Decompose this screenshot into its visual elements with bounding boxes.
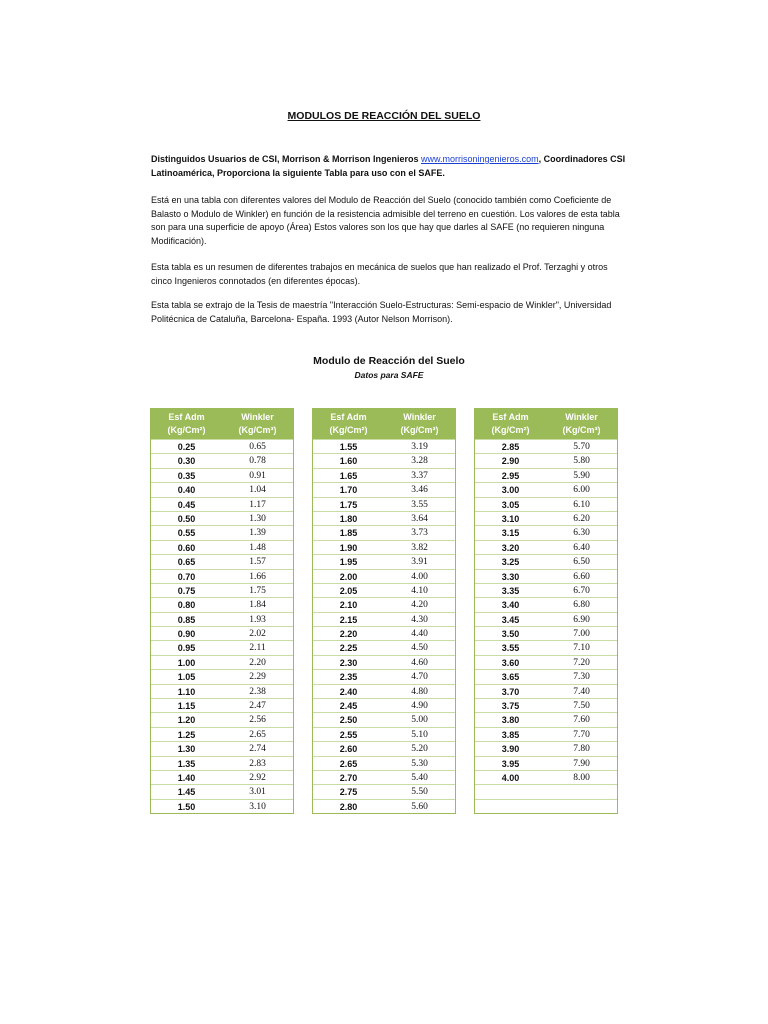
esf-adm-cell: 1.85 [339, 528, 358, 539]
winkler-cell: 6.80 [573, 600, 590, 611]
table-row [475, 583, 617, 597]
winkler-cell: 7.80 [573, 744, 590, 755]
winkler-cell: 4.80 [411, 686, 428, 697]
winkler-cell: 5.20 [411, 744, 428, 755]
table-row [475, 640, 617, 654]
table-row [313, 669, 455, 683]
table-row [313, 799, 455, 813]
winkler-cell: 5.40 [411, 772, 428, 783]
summary-paragraph: Esta tabla es un resumen de diferentes trabajos en mecánica de suelos que han realizado el Prof. Terzaghi y otros cinco Ingenieros connotados (en diferentes épocas). [151, 262, 608, 286]
esf-adm-cell: 3.85 [501, 729, 520, 740]
table-row [151, 482, 293, 496]
esf-adm-cell: 2.90 [501, 456, 520, 467]
winkler-cell: 1.04 [249, 485, 266, 496]
header-winkler [546, 409, 617, 439]
table-row [151, 453, 293, 467]
table-subtitle: Datos para SAFE [354, 370, 424, 380]
table-row [313, 727, 455, 741]
table-row [475, 569, 617, 583]
table-row [151, 569, 293, 583]
winkler-cell: 3.73 [411, 528, 428, 539]
table-row [475, 612, 617, 626]
table-row [151, 540, 293, 554]
esf-adm-cell: 0.80 [177, 600, 196, 611]
header-winkler-unit: (Kg/Cm³) [238, 425, 277, 435]
table-row [151, 698, 293, 712]
header-winkler-label: Winkler [403, 412, 436, 422]
winkler-cell: 7.60 [573, 715, 590, 726]
esf-adm-cell: 2.25 [339, 643, 358, 654]
winkler-cell: 3.55 [411, 499, 428, 510]
esf-adm-cell: 3.95 [501, 758, 520, 769]
table-row [151, 640, 293, 654]
table-row [475, 453, 617, 467]
esf-adm-cell: 2.10 [339, 600, 358, 611]
header-esf-label: Esf Adm [492, 412, 529, 422]
winkler-cell: 6.90 [573, 614, 590, 625]
table-row [313, 554, 455, 568]
table-row [313, 569, 455, 583]
winkler-cell: 4.00 [411, 571, 428, 582]
table-row [313, 583, 455, 597]
header-esf-label: Esf Adm [168, 412, 205, 422]
table-row [151, 770, 293, 784]
esf-adm-cell: 1.45 [177, 787, 196, 798]
table-row [313, 756, 455, 770]
table-row [475, 741, 617, 755]
winkler-cell: 2.11 [249, 643, 266, 654]
esf-adm-cell: 3.65 [501, 672, 520, 683]
winkler-cell: 5.10 [411, 729, 428, 740]
winkler-cell: 2.65 [249, 729, 266, 740]
winkler-cell: 2.38 [249, 686, 266, 697]
esf-adm-cell: 2.35 [339, 672, 358, 683]
esf-adm-cell: 0.25 [177, 442, 196, 452]
winkler-cell: 5.70 [573, 442, 590, 452]
table-row [475, 468, 617, 482]
esf-adm-cell: 2.15 [339, 614, 358, 625]
winkler-cell: 7.20 [573, 657, 590, 668]
esf-adm-cell: 3.60 [501, 657, 520, 668]
esf-adm-cell: 0.50 [177, 513, 196, 524]
table-row [151, 712, 293, 726]
intro-text-end: , Coordinadores CSI Latinoamérica, Proporciona la siguiente Tabla para uso con el SAFE. [151, 154, 626, 178]
table-row [313, 626, 455, 640]
data-table-3 [474, 408, 618, 814]
winkler-cell: 4.20 [411, 600, 428, 611]
esf-adm-cell: 1.75 [339, 499, 358, 510]
esf-adm-cell: 2.75 [339, 787, 358, 798]
table-row [313, 482, 455, 496]
esf-adm-cell: 1.65 [339, 470, 358, 481]
table-row [313, 525, 455, 539]
esf-adm-cell [475, 785, 546, 798]
winkler-cell: 5.00 [411, 715, 428, 726]
winkler-cell: 1.39 [249, 528, 266, 539]
esf-adm-cell: 3.15 [501, 528, 520, 539]
table-row [475, 712, 617, 726]
table-row [151, 497, 293, 511]
esf-adm-cell: 2.40 [339, 686, 358, 697]
winkler-cell: 0.91 [249, 470, 266, 481]
header-esf-unit: (Kg/Cm²) [329, 425, 368, 435]
intro-paragraph [151, 153, 631, 180]
winkler-cell: 0.65 [249, 442, 266, 452]
document-title: MODULOS DE REACCIÓN DEL SUELO [287, 110, 481, 122]
table-row [313, 612, 455, 626]
esf-adm-cell: 0.40 [177, 485, 196, 496]
table-row [475, 540, 617, 554]
table-row [475, 684, 617, 698]
esf-adm-cell: 1.35 [177, 758, 196, 769]
winkler-cell: 4.90 [411, 701, 428, 712]
intro-text-start: Distinguidos Usuarios de CSI, Morrison & Morrison Ingenieros [151, 154, 422, 164]
esf-adm-cell: 3.25 [501, 557, 520, 568]
winkler-cell: 6.40 [573, 542, 590, 553]
winkler-cell: 3.28 [411, 456, 428, 467]
esf-adm-cell: 2.00 [339, 571, 358, 582]
esf-adm-cell: 3.55 [501, 643, 520, 654]
table-row [151, 597, 293, 611]
esf-adm-cell: 3.20 [501, 542, 520, 553]
winkler-cell: 4.50 [411, 643, 428, 654]
winkler-cell: 4.60 [411, 657, 428, 668]
winkler-cell: 5.30 [411, 758, 428, 769]
esf-adm-cell: 3.35 [501, 585, 520, 596]
table-row [151, 511, 293, 525]
table-row [475, 511, 617, 525]
winkler-cell: 6.20 [573, 513, 590, 524]
esf-adm-cell: 1.70 [339, 485, 358, 496]
table-row [151, 525, 293, 539]
table-row [151, 684, 293, 698]
table-row [313, 770, 455, 784]
table-row [151, 741, 293, 755]
esf-adm-cell: 4.00 [501, 772, 520, 783]
header-esf-unit: (Kg/Cm²) [491, 425, 530, 435]
winkler-cell: 2.74 [249, 744, 266, 755]
esf-adm-cell: 2.65 [339, 758, 358, 769]
table-row [313, 497, 455, 511]
table-row [151, 655, 293, 669]
winkler-cell: 7.50 [573, 701, 590, 712]
source-paragraph: Esta tabla se extrajo de la Tesis de maestría "Interacción Suelo-Estructuras: Semi-espacio de Winkler", Universidad Politécnica de Cataluña, Barcelona- España. 1993 (Autor Nelson Morrison). [151, 300, 612, 324]
esf-adm-cell [475, 800, 546, 813]
esf-adm-cell: 1.55 [339, 442, 358, 452]
table-row [475, 439, 617, 453]
winkler-cell: 3.82 [411, 542, 428, 553]
winkler-cell: 3.01 [249, 787, 266, 798]
esf-adm-cell: 2.45 [339, 701, 358, 712]
table-row [313, 597, 455, 611]
esf-adm-cell: 2.50 [339, 715, 358, 726]
winkler-cell: 7.40 [573, 686, 590, 697]
esf-adm-cell: 0.75 [177, 585, 196, 596]
table-row [313, 468, 455, 482]
table-row [475, 784, 617, 798]
esf-adm-cell: 3.05 [501, 499, 520, 510]
table-row [313, 439, 455, 453]
header-esf-adm [151, 409, 222, 439]
winkler-cell: 6.70 [573, 585, 590, 596]
esf-adm-cell: 2.30 [339, 657, 358, 668]
table-header [313, 409, 455, 439]
esf-adm-cell: 1.80 [339, 513, 358, 524]
table-row [313, 655, 455, 669]
esf-adm-cell: 1.60 [339, 456, 358, 467]
winkler-cell: 2.56 [249, 715, 266, 726]
esf-adm-cell: 3.50 [501, 629, 520, 640]
esf-adm-cell: 1.40 [177, 772, 196, 783]
esf-adm-cell: 3.30 [501, 571, 520, 582]
winkler-cell: 2.29 [249, 672, 266, 683]
winkler-cell: 2.02 [249, 629, 266, 640]
header-winkler-unit: (Kg/Cm³) [562, 425, 601, 435]
winkler-cell: 3.91 [411, 557, 428, 568]
table-row [475, 525, 617, 539]
esf-adm-cell: 3.80 [501, 715, 520, 726]
header-winkler [384, 409, 455, 439]
esf-adm-cell: 1.90 [339, 542, 358, 553]
winkler-cell: 8.00 [573, 772, 590, 783]
winkler-cell: 7.90 [573, 758, 590, 769]
esf-adm-cell: 3.45 [501, 614, 520, 625]
winkler-cell: 3.46 [411, 485, 428, 496]
winkler-cell: 4.40 [411, 629, 428, 640]
winkler-cell: 4.70 [411, 672, 428, 683]
esf-adm-cell: 2.55 [339, 729, 358, 740]
table-row [151, 583, 293, 597]
table-row [151, 727, 293, 741]
esf-adm-cell: 2.20 [339, 629, 358, 640]
table-row [475, 554, 617, 568]
esf-adm-cell: 3.70 [501, 686, 520, 697]
website-link[interactable]: www.morrisoningenieros.com [421, 154, 539, 164]
esf-adm-cell: 1.00 [177, 657, 196, 668]
table-row [313, 684, 455, 698]
table-row [475, 698, 617, 712]
table-row [475, 597, 617, 611]
winkler-cell: 2.20 [249, 657, 266, 668]
winkler-cell: 6.00 [573, 485, 590, 496]
data-table-2 [312, 408, 456, 814]
table-row [313, 453, 455, 467]
table-row [313, 540, 455, 554]
esf-adm-cell: 0.90 [177, 629, 196, 640]
winkler-cell: 2.83 [249, 758, 266, 769]
winkler-cell: 1.57 [249, 557, 266, 568]
winkler-cell: 5.60 [411, 801, 428, 812]
esf-adm-cell: 1.50 [177, 801, 196, 812]
table-row [313, 640, 455, 654]
winkler-cell: 3.64 [411, 513, 428, 524]
winkler-cell: 5.90 [573, 470, 590, 481]
esf-adm-cell: 1.95 [339, 557, 358, 568]
table-row [151, 669, 293, 683]
esf-adm-cell: 3.00 [501, 485, 520, 496]
winkler-cell: 6.10 [573, 499, 590, 510]
esf-adm-cell: 1.10 [177, 686, 196, 697]
esf-adm-cell: 1.05 [177, 672, 196, 683]
header-esf-adm [475, 409, 546, 439]
esf-adm-cell: 0.65 [177, 557, 196, 568]
winkler-cell: 7.00 [573, 629, 590, 640]
winkler-cell: 1.48 [249, 542, 266, 553]
winkler-cell: 1.17 [249, 499, 266, 510]
winkler-cell: 6.50 [573, 557, 590, 568]
table-row [151, 756, 293, 770]
table-row [475, 727, 617, 741]
table-row [151, 439, 293, 453]
esf-adm-cell: 1.25 [177, 729, 196, 740]
winkler-cell: 1.84 [249, 600, 266, 611]
table-row [313, 511, 455, 525]
winkler-cell: 1.66 [249, 571, 266, 582]
header-winkler [222, 409, 293, 439]
esf-adm-cell: 2.95 [501, 470, 520, 481]
esf-adm-cell: 0.85 [177, 614, 196, 625]
table-row [151, 784, 293, 798]
table-row [475, 497, 617, 511]
esf-adm-cell: 1.20 [177, 715, 196, 726]
description-paragraph: Está en una tabla con diferentes valores del Modulo de Reacción del Suelo (conocido también como Coeficiente de Balasto o Modulo de Winkler) en función de la resistencia admisible del terreno en cuestión. Los valores de esta tabla son para una superficie de apoyo (Área) Estos valores son los que hay que darles al SAFE (no requieren ninguna Modificación). [151, 195, 620, 246]
table-row [313, 698, 455, 712]
winkler-cell: 3.10 [249, 801, 266, 812]
table-header [475, 409, 617, 439]
winkler-cell: 4.30 [411, 614, 428, 625]
header-esf-unit: (Kg/Cm²) [167, 425, 206, 435]
winkler-cell: 4.10 [411, 585, 428, 596]
header-esf-label: Esf Adm [330, 412, 367, 422]
esf-adm-cell: 0.30 [177, 456, 196, 467]
table-row [475, 770, 617, 784]
esf-adm-cell: 1.30 [177, 744, 196, 755]
table-row [151, 612, 293, 626]
header-winkler-label: Winkler [241, 412, 274, 422]
table-row [475, 655, 617, 669]
header-esf-adm [313, 409, 384, 439]
esf-adm-cell: 3.10 [501, 513, 520, 524]
header-winkler-label: Winkler [565, 412, 598, 422]
winkler-cell: 7.70 [573, 729, 590, 740]
table-row [151, 626, 293, 640]
esf-adm-cell: 0.60 [177, 542, 196, 553]
table-row [313, 741, 455, 755]
table-row [151, 799, 293, 813]
table-row [475, 626, 617, 640]
winkler-cell: 5.80 [573, 456, 590, 467]
data-table-1 [150, 408, 294, 814]
esf-adm-cell: 2.80 [339, 801, 358, 812]
winkler-cell: 7.30 [573, 672, 590, 683]
esf-adm-cell: 3.75 [501, 701, 520, 712]
esf-adm-cell: 2.05 [339, 585, 358, 596]
table-header [151, 409, 293, 439]
winkler-cell: 2.47 [249, 701, 266, 712]
esf-adm-cell: 2.85 [501, 442, 520, 452]
winkler-cell: 3.19 [411, 442, 428, 452]
esf-adm-cell: 1.15 [177, 701, 196, 712]
winkler-cell: 1.93 [249, 614, 266, 625]
winkler-cell: 3.37 [411, 470, 428, 481]
esf-adm-cell: 3.40 [501, 600, 520, 611]
table-row [313, 784, 455, 798]
esf-adm-cell: 0.70 [177, 571, 196, 582]
winkler-cell: 1.75 [249, 585, 266, 596]
table-row [151, 468, 293, 482]
winkler-cell [546, 785, 617, 798]
table-row [151, 554, 293, 568]
table-title: Modulo de Reacción del Suelo [313, 355, 465, 367]
winkler-cell: 1.30 [249, 513, 266, 524]
esf-adm-cell: 0.55 [177, 528, 196, 539]
table-row [313, 712, 455, 726]
table-row [475, 482, 617, 496]
esf-adm-cell: 0.35 [177, 470, 196, 481]
winkler-cell: 5.50 [411, 787, 428, 798]
winkler-cell: 6.60 [573, 571, 590, 582]
winkler-cell: 6.30 [573, 528, 590, 539]
table-row [475, 669, 617, 683]
esf-adm-cell: 3.90 [501, 744, 520, 755]
winkler-cell: 2.92 [249, 772, 266, 783]
table-row [475, 799, 617, 813]
esf-adm-cell: 0.95 [177, 643, 196, 654]
header-winkler-unit: (Kg/Cm³) [400, 425, 439, 435]
winkler-cell: 0.78 [249, 456, 266, 467]
winkler-cell: 7.10 [573, 643, 590, 654]
table-row [475, 756, 617, 770]
winkler-cell [546, 800, 617, 813]
esf-adm-cell: 2.60 [339, 744, 358, 755]
esf-adm-cell: 2.70 [339, 772, 358, 783]
esf-adm-cell: 0.45 [177, 499, 196, 510]
